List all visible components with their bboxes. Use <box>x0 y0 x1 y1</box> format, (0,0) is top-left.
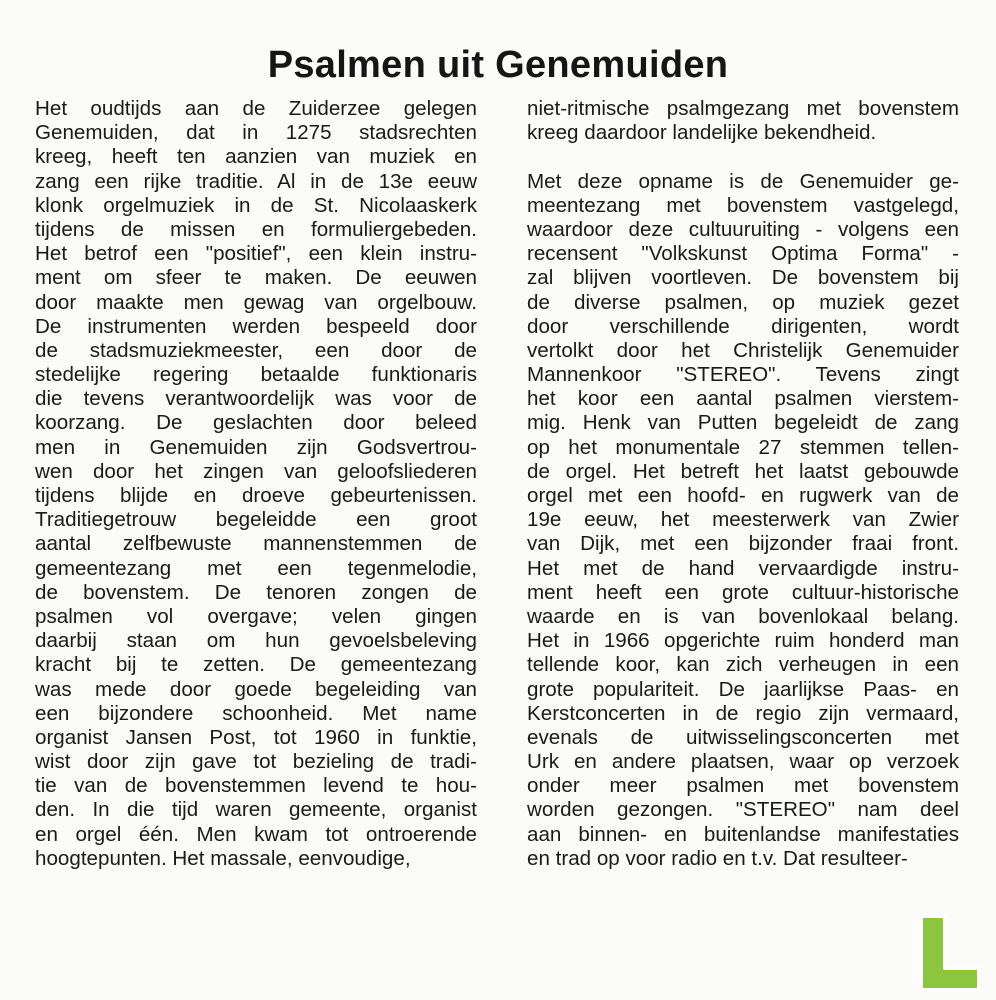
text-line: men in Genemuiden zijn Godsvertrou- <box>35 435 477 459</box>
text-line: Het oudtijds aan de Zuiderzee gelegen <box>35 97 477 120</box>
text-line: grote populariteit. De jaarlijkse Paas- en <box>527 677 959 701</box>
text-line: mig. Henk van Putten begeleidt de zang <box>527 411 959 435</box>
text-line: zal blijven voortleven. De bovenstem bij <box>527 266 959 290</box>
right-paragraph-2 <box>527 170 959 871</box>
text-line: aan binnen- en buitenlandse manifestaties <box>527 822 959 846</box>
text-line: Genemuiden, dat in 1275 stadsrechten <box>35 121 477 145</box>
text-line: den. In die tijd waren gemeente, organist <box>35 798 477 822</box>
text-line: de stadsmuziekmeester, een door de <box>35 338 477 362</box>
text-line: Het met de hand vervaardigde instru- <box>527 556 959 580</box>
text-line: door maakte men gewag van orgelbouw. <box>35 290 477 314</box>
text-line: Het in 1966 opgerichte ruim honderd man <box>527 629 959 653</box>
text-line: daarbij staan om hun gevoelsbeleving <box>35 629 477 653</box>
text-line: waardoor deze cultuuruiting - volgens een <box>527 217 959 241</box>
text-line: ment heeft een grote cultuur-historische <box>527 580 959 604</box>
text-line: die tevens verantwoordelijk was voor de <box>35 387 477 411</box>
text-line: de orgel. Het betreft het laatst gebouwde <box>527 459 959 483</box>
text-line: kreeg daardoor landelijke bekendheid. <box>527 121 877 145</box>
text-line: onder meer psalmen met bovenstem <box>527 774 959 798</box>
text-line: 19e eeuw, het meesterwerk van Zwier <box>527 508 959 532</box>
text-line: De instrumenten werden bespeeld door <box>35 314 477 338</box>
text-line: van Dijk, met een bijzonder fraai front. <box>527 532 959 556</box>
text-line: organist Jansen Post, tot 1960 in funktie, <box>35 725 477 749</box>
text-line: wen door het zingen van geloofsliederen <box>35 459 477 483</box>
text-line: aantal zelfbewuste mannenstemmen de <box>35 532 477 556</box>
right-paragraph-1 <box>527 97 959 145</box>
text-line: worden gezongen. "STEREO" nam deel <box>527 798 959 822</box>
left-column <box>35 97 477 871</box>
text-line: Kerstconcerten in de regio zijn vermaard, <box>527 701 959 725</box>
text-line: Mannenkoor "STEREO". Tevens zingt <box>527 363 959 387</box>
text-line: tellende koor, kan zich verheugen in een <box>527 653 959 677</box>
text-line: Het betrof een "positief", een klein instru- <box>35 242 477 266</box>
text-line: tie van de bovenstemmen levend te hou- <box>35 774 477 798</box>
text-line: meentezang met bovenstem vastgelegd, <box>527 193 959 217</box>
text-line: koorzang. De geslachten door beleed <box>35 411 477 435</box>
text-line: gemeentezang met een tegenmelodie, <box>35 556 477 580</box>
text-line: waarde en is van bovenlokaal belang. <box>527 604 959 628</box>
text-line: stedelijke regering betaalde funktionaris <box>35 363 477 387</box>
text-line: op het monumentale 27 stemmen tellen- <box>527 435 959 459</box>
text-line: Met deze opname is de Genemuider ge- <box>527 169 959 193</box>
text-line: was mede door goede begeleiding van <box>35 677 477 701</box>
text-line: psalmen vol overgave; velen gingen <box>35 604 477 628</box>
text-line: de bovenstem. De tenoren zongen de <box>35 580 477 604</box>
text-line: en orgel één. Men kwam tot ontroerende <box>35 822 477 846</box>
text-line: vertolkt door het Christelijk Genemuider <box>527 338 959 362</box>
text-line: niet-ritmische psalmgezang met bovenstem <box>527 97 959 120</box>
text-line: Traditiegetrouw begeleidde een groot <box>35 508 477 532</box>
text-line: het koor een aantal psalmen vierstem- <box>527 387 959 411</box>
text-line: orgel met een hoofd- en rugwerk van de <box>527 484 959 507</box>
text-line: evenals de uitwisselingsconcerten met <box>527 725 959 749</box>
right-column <box>527 97 959 871</box>
text-line: wist door zijn gave tot bezieling de tradi- <box>35 750 477 774</box>
paragraph-gap <box>527 145 959 169</box>
text-line: zang een rijke traditie. Al in de 13e eeuw <box>35 169 477 193</box>
text-line: een bijzondere schoonheid. Met name <box>35 701 477 725</box>
page-title: Psalmen uit Genemuiden <box>267 44 729 86</box>
green-l-logo-icon <box>915 910 985 995</box>
text-line: ment om sfeer te maken. De eeuwen <box>35 266 477 290</box>
text-line: tijdens blijde en droeve gebeurtenissen. <box>35 484 477 507</box>
text-line: recensent "Volkskunst Optima Forma" - <box>527 242 959 266</box>
text-line: hoogtepunten. Het massale, eenvoudige, <box>35 846 411 870</box>
text-line: kreeg, heeft ten aanzien van muziek en <box>35 145 477 169</box>
text-line: Urk en andere plaatsen, waar op verzoek <box>527 750 959 774</box>
text-line: door verschillende dirigenten, wordt <box>527 314 959 338</box>
text-line: tijdens de missen en formuliergebeden. <box>35 217 477 241</box>
text-line: kracht bij te zetten. De gemeentezang <box>35 653 477 677</box>
text-line: klonk orgelmuziek in de St. Nicolaaskerk <box>35 193 477 217</box>
text-line: de diverse psalmen, op muziek gezet <box>527 290 959 314</box>
text-line: en trad op voor radio en t.v. Dat resulteer- <box>527 846 908 870</box>
